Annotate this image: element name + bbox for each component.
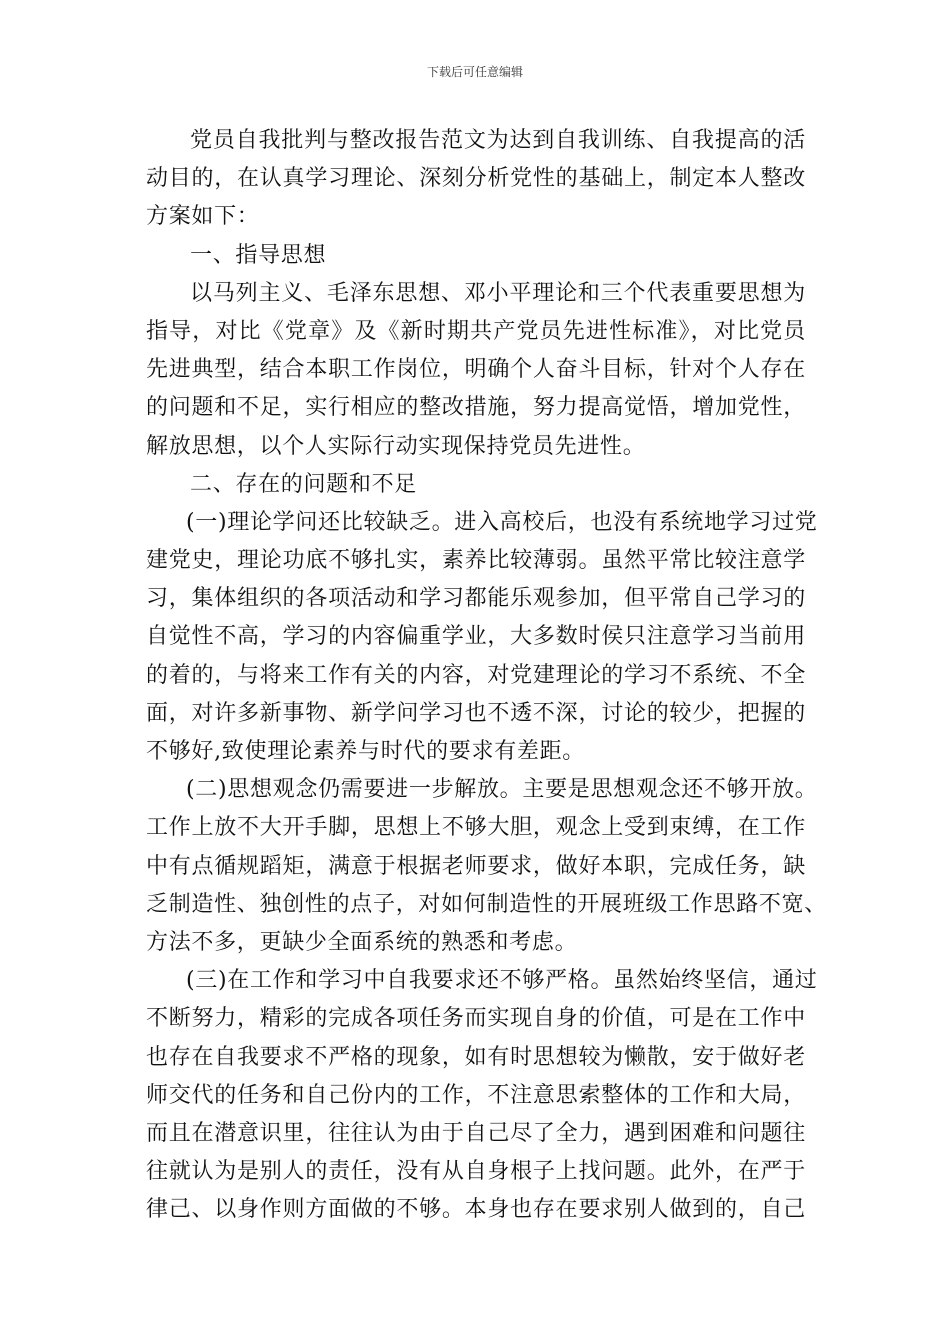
text-line: (二)思想观念仍需要进一步解放。主要是思想观念还不够开放。: [186, 777, 818, 803]
text-line: 律己、以身作则方面做的不够。本身也存在要求别人做到的，自己: [146, 1197, 806, 1223]
text-line: 方案如下：: [146, 204, 260, 230]
document-body: [146, 122, 828, 1229]
text-line: 工作上放不大开手脚，思想上不够大胆，观念上受到束缚，在工作: [146, 815, 806, 841]
text-line: (一)理论学问还比较缺乏。进入高校后，也没有系统地学习过党: [186, 509, 818, 535]
text-line: 党员自我批判与整改报告范文为达到自我训练、自我提高的活: [190, 128, 806, 153]
text-line: 的问题和不足，实行相应的整改措施，努力提高觉悟，增加党性，: [146, 395, 806, 421]
text-line: 中有点循规蹈矩，满意于根据老师要求，做好本职，完成任务，缺: [146, 853, 806, 879]
text-line: 以马列主义、毛泽东思想、邓小平理论和三个代表重要思想为: [190, 280, 806, 306]
text-line: 往就认为是别人的责任，没有从自身根子上找问题。此外，在严于: [146, 1159, 806, 1185]
text-line: 面，对许多新事物、新学问学习也不透不深，讨论的较少，把握的: [146, 700, 806, 726]
text-line: 乏制造性、独创性的点子，对如何制造性的开展班级工作思路不宽、: [146, 891, 828, 917]
text-line: 不够好,致使理论素养与时代的要求有差距。: [146, 739, 585, 764]
text-line: 指导，对比《党章》及《新时期共产党员先进性标准》，对比党员: [146, 318, 806, 344]
text-line: 也存在自我要求不严格的现象，如有时思想较为懒散，安于做好老: [146, 1044, 806, 1070]
text-line: 师交代的任务和自己份内的工作，不注意思索整体的工作和大局，: [146, 1082, 806, 1108]
text-line: 不断努力，精彩的完成各项任务而实现自身的价值，可是在工作中: [146, 1006, 806, 1032]
text-line: (三)在工作和学习中自我要求还不够严格。虽然始终坚信，通过: [186, 968, 818, 994]
text-line: 自觉性不高，学习的内容偏重学业，大多数时侯只注意学习当前用: [146, 624, 806, 650]
text-line: 解放思想，以个人实际行动实现保持党员先进性。: [146, 433, 646, 459]
text-line: 的着的，与将来工作有关的内容，对党建理论的学习不系统、不全: [146, 662, 806, 688]
text-line: 方法不多，更缺少全面系统的熟悉和考虑。: [146, 929, 578, 955]
text-line: 建党史，理论功底不够扎实，素养比较薄弱。虽然平常比较注意学: [146, 548, 806, 574]
text-line: 先进典型，结合本职工作岗位，明确个人奋斗目标，针对个人存在: [146, 357, 806, 383]
text-line: 二、存在的问题和不足: [190, 471, 418, 497]
page-header: 下载后可任意编辑: [426, 65, 523, 79]
text-line: 习，集体组织的各项活动和学习都能乐观参加，但平常自己学习的: [146, 586, 806, 612]
text-line: 一、指导思想: [190, 242, 327, 268]
text-line: 动目的，在认真学习理论、深刻分析党性的基础上，制定本人整改: [146, 166, 806, 192]
text-line: 而且在潜意识里，往往认为由于自己尽了全力，遇到困难和问题往: [146, 1120, 806, 1146]
